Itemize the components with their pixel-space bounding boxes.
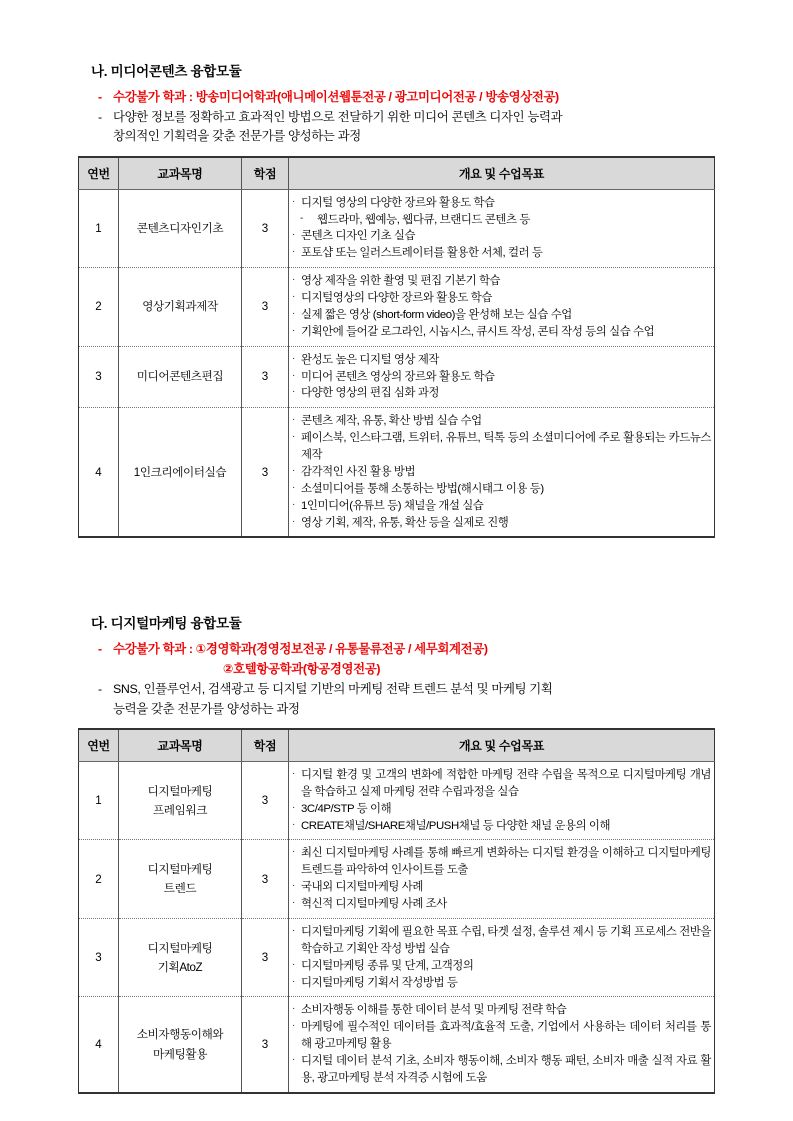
overview-item	[292, 324, 711, 341]
course-name-line: 1인크리에이터실습	[133, 465, 227, 479]
table-row	[79, 189, 715, 268]
bullet-marker: ·	[292, 274, 295, 286]
cell-course-no: 1	[79, 761, 119, 840]
column-header-credit: 학점	[242, 157, 289, 190]
module-description-line2: 창의적인 기획력을 갖춘 전문가를 양성하는 과정	[113, 129, 361, 144]
table-row	[79, 918, 715, 997]
overview-item-text: 소셜미디어를 통해 소통하는 방법(해시태그 이용 등)	[301, 482, 544, 495]
overview-item	[292, 1002, 711, 1019]
module-description-text	[113, 108, 714, 146]
table-row	[79, 761, 715, 840]
cell-overview	[289, 346, 715, 408]
bullet-marker: ·	[292, 352, 295, 364]
course-name-line: 디지털마케팅	[147, 941, 213, 955]
module-description-text	[113, 680, 714, 718]
overview-item	[292, 1019, 711, 1053]
overview-item	[292, 498, 711, 515]
overview-item-text: 소비자행동 이해를 통한 데이터 분석 및 마케팅 전략 학습	[301, 1004, 567, 1017]
overview-list	[292, 845, 711, 913]
cell-overview	[289, 189, 715, 268]
bullet-marker: ·	[292, 195, 295, 207]
section-digital-marketing	[78, 612, 714, 1094]
module-description-line2: 능력을 갖춘 전문가를 양성하는 과정	[113, 701, 300, 716]
overview-item	[292, 430, 711, 464]
overview-item	[292, 879, 711, 896]
overview-item	[292, 818, 711, 835]
cell-overview	[289, 918, 715, 997]
course-table	[78, 728, 715, 1094]
overview-item	[292, 212, 711, 229]
bullet-marker: ·	[292, 801, 295, 813]
section-notes	[78, 640, 714, 719]
overview-item	[292, 195, 711, 212]
bullet-marker: ·	[292, 1003, 295, 1015]
bullet-marker: ·	[292, 880, 295, 892]
cell-overview	[289, 268, 715, 347]
overview-item	[292, 481, 711, 498]
course-name-line: 디지털마케팅	[147, 784, 213, 798]
section-title: 다. 디지털마케팅 융합모듈	[91, 616, 242, 631]
table-header-row	[79, 729, 715, 762]
cell-course-name	[119, 189, 242, 268]
overview-item	[292, 845, 711, 879]
restriction-notice	[78, 88, 714, 107]
cell-course-no: 4	[79, 997, 119, 1093]
section-title: 나. 미디어콘텐츠 융합모듈	[91, 64, 242, 79]
overview-item	[292, 369, 711, 386]
bullet-marker: ·	[292, 369, 295, 381]
overview-item-text: 콘텐츠 제작, 유통, 확산 방법 실습 수업	[301, 415, 482, 428]
overview-item	[292, 245, 711, 262]
overview-item-text: CREATE채널/SHARE채널/PUSH채널 등 다양한 채널 운용의 이해	[301, 819, 611, 832]
course-name-line: 마케팅활용	[153, 1047, 207, 1061]
overview-item-text: 3C/4P/STP 등 이해	[301, 802, 392, 815]
cell-course-name	[119, 268, 242, 347]
overview-item	[292, 975, 711, 992]
overview-item-text: 디지털마케팅 기획서 작성방법 등	[301, 976, 458, 989]
overview-item	[292, 273, 711, 290]
course-name-line: 영상기획과제작	[142, 300, 218, 314]
overview-item-text: 1인미디어(유튜브 등) 채널을 개설 실습	[301, 499, 484, 512]
overview-item-text: 디지털 영상의 다양한 장르와 활용도 학습	[301, 196, 495, 209]
course-name-line: 디지털마케팅	[147, 863, 213, 876]
overview-item-text: 완성도 높은 디지털 영상 제작	[301, 353, 439, 366]
overview-item-text: 디지털마케팅 기획에 필요한 목표 수립, 타겟 설정, 솔루션 제시 등 기획 프로세스 전반을 학습하고 기획안 작성 방법 실습	[301, 925, 711, 955]
course-name-line: 소비자행동이해와	[136, 1028, 224, 1042]
cell-credit: 3	[242, 408, 289, 538]
module-description	[78, 680, 714, 718]
course-name-line: 트렌드	[163, 882, 197, 896]
dash-marker: -	[98, 110, 102, 125]
bullet-marker: ·	[292, 498, 295, 510]
cell-course-no: 3	[79, 918, 119, 997]
cell-course-no: 2	[79, 268, 119, 347]
bullet-marker: ·	[292, 1020, 295, 1032]
overview-item	[292, 290, 711, 307]
table-row	[79, 346, 715, 408]
overview-item-text: 감각적인 사진 활용 방법	[301, 465, 416, 478]
overview-item	[292, 385, 711, 402]
overview-item	[292, 352, 711, 369]
bullet-marker: ·	[292, 818, 295, 830]
overview-item-text: 영상 제작을 위한 촬영 및 편집 기본기 학습	[301, 275, 501, 288]
column-header-credit: 학점	[242, 729, 289, 762]
overview-item-text: 미디어 콘텐츠 영상의 장르와 활용도 학습	[301, 370, 495, 383]
restriction-notice-text-2: ②호텔항공학과(항공경영전공)	[223, 662, 381, 677]
table-row	[79, 268, 715, 347]
bullet-marker: ·	[292, 431, 295, 443]
cell-course-no: 2	[79, 840, 119, 919]
column-header-no: 연번	[79, 157, 119, 190]
cell-course-name	[119, 408, 242, 538]
cell-overview	[289, 408, 715, 538]
cell-credit: 3	[242, 761, 289, 840]
bullet-marker: ·	[292, 1054, 295, 1065]
module-description-line1: 다양한 정보를 정확하고 효과적인 방법으로 전달하기 위한 미디어 콘텐츠 디자인 능력과	[113, 110, 563, 125]
overview-item-text: 포토샵 또는 일러스트레이터를 활용한 서체, 컬러 등	[301, 247, 543, 260]
restriction-notice	[78, 640, 714, 659]
overview-list	[292, 273, 711, 341]
cell-course-name	[119, 918, 242, 997]
cell-overview	[289, 761, 715, 840]
bullet-marker: ·	[292, 291, 295, 303]
cell-credit: 3	[242, 997, 289, 1093]
section-media-contents	[78, 60, 714, 538]
table-header-row	[79, 157, 715, 190]
bullet-marker: ·	[292, 846, 295, 858]
section-notes	[78, 88, 714, 147]
course-table	[78, 156, 715, 539]
overview-item-text: 실제 짧은 영상 (short-form video)을 완성해 보는 실습 수업	[301, 308, 572, 321]
dash-marker: -	[98, 642, 102, 656]
cell-credit: 3	[242, 189, 289, 268]
overview-item	[292, 464, 711, 481]
bullet-marker: ·	[292, 515, 295, 527]
overview-item-text: 혁신적 디지털마케팅 사례 조사	[301, 898, 447, 910]
overview-item-text: 콘텐츠 디자인 기초 실습	[301, 230, 416, 243]
cell-course-no: 3	[79, 346, 119, 408]
bullet-marker: ·	[292, 767, 295, 779]
cell-credit: 3	[242, 346, 289, 408]
overview-item-text: 페이스북, 인스타그램, 트위터, 유튜브, 틱톡 등의 소셜미디어에 주로 활용되는 카드뉴스 제작	[301, 432, 711, 462]
bullet-marker: ·	[292, 897, 295, 908]
restriction-notice-second	[78, 660, 714, 679]
restriction-notice-text: 수강불가 학과 : 방송미디어학과(애니메이션웹툰전공 / 광고미디어전공 / 방송영상전공)	[113, 90, 559, 104]
overview-list	[292, 1002, 711, 1086]
cell-course-name	[119, 997, 242, 1093]
bullet-marker: ·	[292, 246, 295, 258]
overview-list	[292, 195, 711, 263]
overview-item	[292, 515, 711, 532]
course-name-line: 기획AtoZ	[157, 960, 203, 974]
cell-credit: 3	[242, 840, 289, 919]
bullet-marker: ·	[292, 386, 295, 398]
overview-item-text: 국내외 디지털마케팅 사례	[301, 881, 423, 894]
dash-marker: -	[98, 682, 102, 697]
overview-list	[292, 767, 711, 835]
cell-course-name	[119, 840, 242, 919]
bullet-marker: ·	[292, 229, 295, 241]
cell-overview	[289, 840, 715, 919]
table-row	[79, 408, 715, 538]
bullet-marker: ·	[292, 975, 295, 987]
bullet-marker: ·	[292, 958, 295, 970]
overview-item-text: 마케팅에 필수적인 데이터를 효과적/효율적 도출, 기업에서 사용하는 데이터 처리를 통해 광고마케팅 활용	[301, 1021, 711, 1051]
table-row	[79, 840, 715, 919]
cell-course-name	[119, 761, 242, 840]
overview-item	[292, 896, 711, 913]
column-header-name: 교과목명	[119, 157, 242, 190]
dash-marker: -	[98, 90, 102, 104]
overview-item-text: 기획안에 들어갈 로그라인, 시놉시스, 큐시트 작성, 콘티 작성 등의 실습 수업	[301, 325, 655, 338]
bullet-marker: ·	[292, 481, 295, 493]
overview-list	[292, 924, 711, 992]
bullet-marker: ·	[292, 464, 295, 476]
overview-item	[292, 307, 711, 324]
bullet-marker: ·	[292, 307, 295, 319]
restriction-notice-text: 수강불가 학과 : ①경영학과(경영정보전공 / 유통물류전공 / 세무회계전공)	[113, 642, 488, 656]
overview-list	[292, 352, 711, 403]
overview-item	[292, 413, 711, 430]
overview-item-text: 디지털영상의 다양한 장르와 활용도 학습	[301, 292, 492, 305]
course-name-line: 프레임워크	[153, 803, 207, 817]
column-header-name: 교과목명	[119, 729, 242, 762]
overview-item	[292, 924, 711, 958]
course-name-line: 미디어콘텐츠편집	[136, 370, 224, 384]
overview-item-text: 영상 기획, 제작, 유통, 확산 등을 실제로 진행	[301, 516, 509, 529]
overview-item	[292, 801, 711, 818]
cell-credit: 3	[242, 268, 289, 347]
overview-item	[292, 767, 711, 801]
bullet-marker: ·	[292, 324, 295, 336]
overview-item	[292, 1053, 711, 1087]
module-description-line1: SNS, 인플루언서, 검색광고 등 디지털 기반의 마케팅 전략 트렌드 분석 및 마케팅 기획	[113, 682, 553, 697]
column-header-overview: 개요 및 수업목표	[289, 729, 715, 762]
module-description	[78, 108, 714, 146]
cell-course-name	[119, 346, 242, 408]
course-name-line: 콘텐츠디자인기초	[136, 221, 224, 235]
table-row	[79, 997, 715, 1093]
cell-credit: 3	[242, 918, 289, 997]
column-header-no: 연번	[79, 729, 119, 762]
overview-item	[292, 958, 711, 975]
cell-course-no: 1	[79, 189, 119, 268]
bullet-marker: -	[300, 212, 303, 224]
overview-item-text: 최신 디지털마케팅 사례를 통해 빠르게 변화하는 디지털 환경을 이해하고 디지털마케팅 트렌드를 파악하여 인사이트를 도출	[301, 847, 711, 877]
overview-item	[292, 228, 711, 245]
cell-course-no: 4	[79, 408, 119, 538]
overview-item-text: 디지털 환경 및 고객의 변화에 적합한 마케팅 전략 수립을 목적으로 디지털마케팅 개념을 학습하고 실제 마케팅 전략 수립과정을 실습	[301, 768, 711, 798]
overview-list	[292, 413, 711, 531]
overview-item-text: 디지털마케팅 종류 및 단계, 고객정의	[301, 959, 474, 972]
overview-item-text: 웹드라마, 웹예능, 웹다큐, 브랜디드 콘텐츠 등	[317, 213, 530, 226]
bullet-marker: ·	[292, 924, 295, 936]
cell-overview	[289, 997, 715, 1093]
bullet-marker: ·	[292, 414, 295, 426]
overview-item-text: 다양한 영상의 편집 심화 과정	[301, 387, 439, 400]
column-header-overview: 개요 및 수업목표	[289, 157, 715, 190]
overview-item-text: 디지털 데이터 분석 기초, 소비자 행동이해, 소비자 행동 패턴, 소비자 매출 실적 자료 활용, 광고마케팅 분석 자격증 시험에 도움	[301, 1055, 711, 1084]
